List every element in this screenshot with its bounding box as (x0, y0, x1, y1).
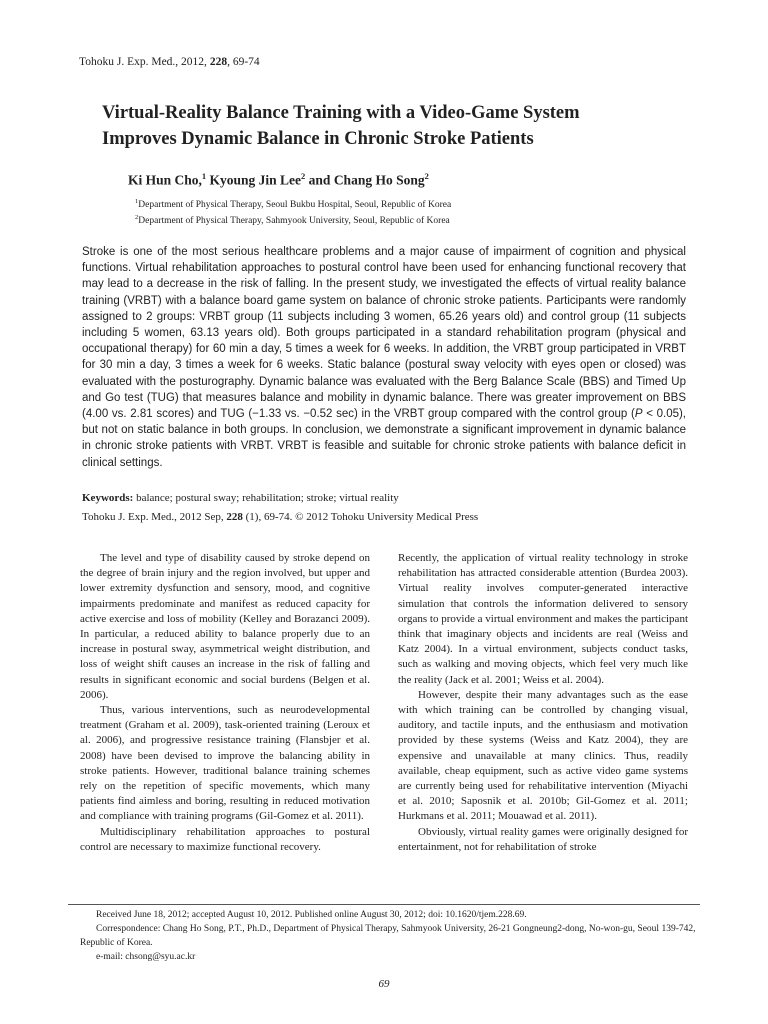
journal-reference: Tohoku J. Exp. Med., 2012, 228, 69-74 (79, 56, 260, 68)
author-list: Ki Hun Cho,$^1$ Kyoung Jin Lee$^2$ and Chang Ho Song$^2$ (128, 171, 429, 188)
body-column-right (398, 551, 688, 855)
paragraph: Obviously, virtual reality games were originally designed for entertainment, not for rehabilitation of stroke (398, 825, 688, 853)
paragraph: However, despite their many advantages such as the ease with which training can be controlled by changing visual, auditory, and tactile inputs, and the enthusiasm and motivation provided by these systems (Weiss and Katz 2004), they are expensive and unavailable at many clinics. Thus, readily available, cheap equipment, such as active video game systems are currently being used for rehabilitative intervention (Miyachi et al. 2010; Saposnik et al. 2010b; Gil-Gomez et al. 2011; Hurkmans et al. 2011; Mouawad et al. 2011). (398, 688, 688, 823)
affiliation-2: $^2$Department of Physical Therapy, Sahmyook University, Seoul, Republic of Korea (135, 214, 450, 227)
body-column-left (80, 551, 370, 855)
paragraph: The level and type of disability caused by stroke depend on the degree of brain injury and the region involved, but upper and lower extremity dysfunction and sensory, mood, and cognitive impairments predominate and manifest as reduced capacity for active exercise and loss of mobility (Kelley and Borazanci 2009). In particular, a reduced ability to balance properly due to an increase in postural sway, asymmetrical weight distribution, and loss of weight shift causes an increase in the risk of falling and results in significant economic and social burdens (Belgen et al. 2006). (80, 552, 370, 701)
citation-line: Tohoku J. Exp. Med., 2012 Sep, 228 (1), 69-74. © 2012 Tohoku University Medical Press (82, 511, 479, 523)
journal-volume: 228 (209, 56, 228, 68)
correspondence: Correspondence: Chang Ho Song, P.T., Ph.D., Department of Physical Therapy, Sahmyook University, 26-21 Gongneung2-dong, No-won-gu, Seoul 139-742, Republic of Korea. (80, 924, 696, 948)
email: e-mail: chsong@syu.ac.kr (96, 952, 196, 962)
paragraph: Recently, the application of virtual reality technology in stroke rehabilitation has attracted considerable attention (Burdea 2003). Virtual reality involves computer-generated interactive simulation that controls the information delivered to sensory organs to provide a virtual environment and makes the participant think that imaginary objects and incidents are real (Weiss and Katz 2004). In a virtual environment, subjects conduct tasks, such as walking and moving objects, which feel very much like the reality (Jack et al. 2001; Weiss et al. 2004). (398, 552, 688, 686)
footnotes (80, 908, 700, 964)
affiliation-1: $^1$Department of Physical Therapy, Seoul Bukbu Hospital, Seoul, Republic of Korea (135, 198, 452, 211)
abstract: Stroke is one of the most serious healthcare problems and a major cause of impairment of cognition and physical functions. Virtual rehabilitation approaches to postural control have been used for enhancing functional recovery that may lead to a decrease in the risk of falling. In the present study, we investigated the effects of virtual reality balance training (VRBT) with a balance board game system on balance of chronic stroke patients. Participants were randomly assigned to 2 groups: VRBT group (11 subjects including 3 women, 65.26 years old) and control group (11 subjects including 5 women, 63.13 years old). Both groups participated in a standard rehabilitation program (physical and occupational therapy) for 60 min a day, 5 times a week for 6 weeks. In addition, the VRBT group participated in VRBT for 30 min a day, 3 times a week for 6 weeks. Static balance (postural sway velocity with eyes open or closed) was evaluated with the posturography. Dynamic balance was evaluated with the Berg Balance Scale (BBS) and Timed Up and Go test (TUG) that measures balance and mobility in dynamic balance. There was greater improvement on BBS (4.00 vs. 2.81 scores) and TUG (−1.33 vs. −0.52 sec) in the VRBT group compared with the control group (P < 0.05), but not on static balance in both groups. In conclusion, we demonstrate a significant improvement in dynamic balance in chronic stroke patients with VRBT. VRBT is feasible and suitable for chronic stroke patients with balance deficit in clinical settings. (82, 246, 687, 469)
title-line-1: Virtual-Reality Balance Training with a Video-Game System (102, 103, 580, 123)
page-number: 69 (378, 978, 390, 990)
title-line-2: Improves Dynamic Balance in Chronic Stroke Patients (102, 129, 534, 149)
paragraph: Thus, various interventions, such as neurodevelopmental treatment (Graham et al. 2009), task-oriented training (Leroux et al. 2006), and progressive resistance training (Flansbjer et al. 2008) have been devised to improve the balancing ability in stroke patients. However, traditional balance training schemes rely on the repetition of specific movements, which many patients find aimless and boring, resulting in reduced motivation and compliance with training programs (Gil-Gomez et al. 2011). (80, 704, 370, 823)
footnote-divider (68, 904, 700, 905)
received-dates: Received June 18, 2012; accepted August 10, 2012. Published online August 30, 2012; doi: 10.1620/tjem.228.69. (96, 910, 527, 920)
article-title (102, 100, 702, 152)
paragraph: Multidisciplinary rehabilitation approaches to postural control are necessary to maximize functional recovery. (80, 825, 370, 853)
keywords: Keywords: balance; postural sway; rehabilitation; stroke; virtual reality (82, 492, 399, 504)
